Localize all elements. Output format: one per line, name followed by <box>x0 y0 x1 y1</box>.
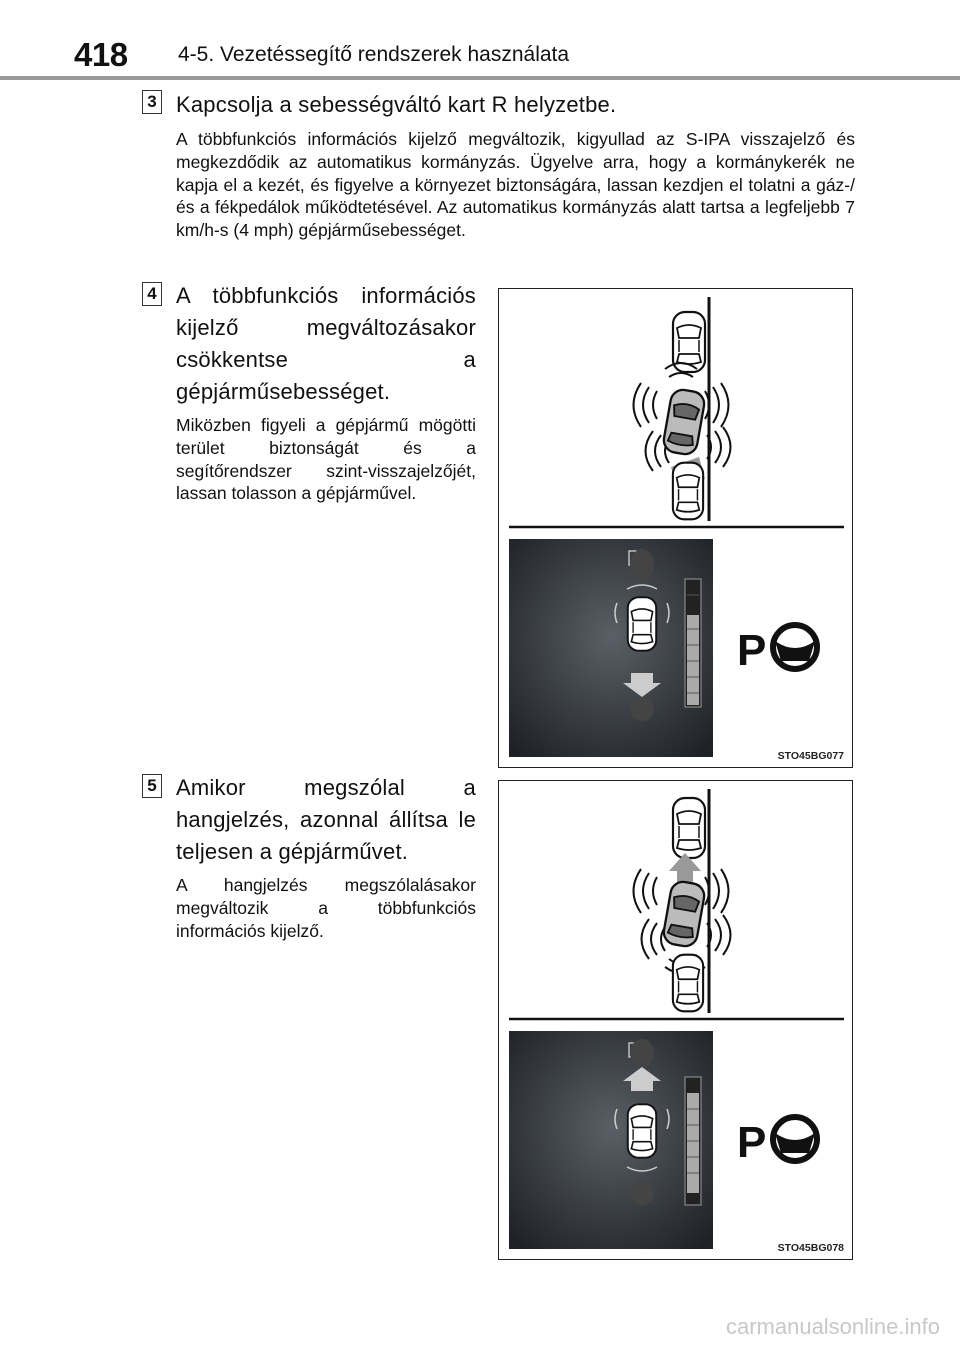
watermark: carmanualsonline.info <box>725 1314 940 1339</box>
step-badge-5: 5 <box>142 774 162 798</box>
figure-illustration-2 <box>499 781 853 1260</box>
step-3-body: A többfunkciós információs kijelző megváltozik, kigyullad az S-IPA visszajelző és megkezdődik az automatikus kormányzás. Ügyelve arra, hogy a kormánykerék ne kapja el a kezét, és figyelve a környezet biztonságára, lassan kezdjen el tolatni a gáz-/és a fékpedálok működtetésével. Az automatikus kormányzás alatt tartsa a legfeljebb 7 km/h-s (4 mph) gépjárműsebességet. <box>176 129 855 241</box>
p-symbol: P <box>737 626 767 675</box>
step-5-title: Amikor megszólal a hangjelzés, azonnal állítsa le teljesen a gépjárművet. <box>176 775 476 864</box>
page-number: 418 <box>74 36 128 73</box>
figure-code-2: STO45BG078 <box>777 1242 844 1254</box>
step-badge-3: 3 <box>142 90 162 114</box>
page-header <box>0 0 960 80</box>
step-5-body: A hangjelzés megszólalásakor megváltozik a többfunkciós információs kijelző. <box>176 875 476 941</box>
figure-parking-reverse <box>498 288 853 768</box>
step-4-title: A többfunkciós információs kijelző megváltozásakor csökkentse a gépjárműsebességet. <box>176 283 476 404</box>
header-rule <box>0 76 960 80</box>
figure-code-1: STO45BG077 <box>777 750 844 762</box>
figure-illustration <box>499 289 853 768</box>
step-4-body: Miközben figyeli a gépjármű mögötti terület biztonságát és a segítőrendszer szint-visszajelzőjét, lassan tolasson a gépjárművel. <box>176 415 476 504</box>
section-title: 4-5. Vezetéssegítő rendszerek használata <box>178 43 570 66</box>
figure-parking-stop <box>498 780 853 1260</box>
step-3-title: Kapcsolja a sebességváltó kart R helyzetbe. <box>176 92 617 117</box>
p-symbol-2: P <box>737 1118 767 1167</box>
step-badge-4: 4 <box>142 282 162 306</box>
